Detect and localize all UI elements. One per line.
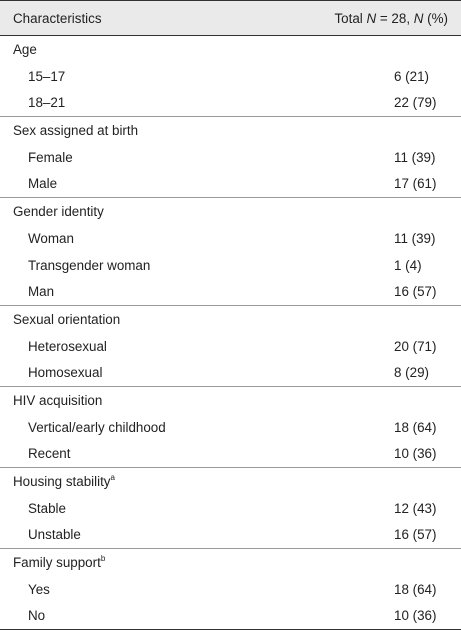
value-cell [231,441,461,468]
row-value: 11 (39) [394,149,436,165]
row-value: 11 (39) [394,230,436,246]
row-label: Recent [28,446,71,462]
row-label-cell [0,333,231,360]
row-value: 8 (29) [394,365,429,381]
category-row [0,198,461,225]
value-cell [231,63,461,90]
header-total-n: N [366,10,377,26]
row-label-cell [0,90,231,117]
row-value: 17 (61) [394,176,437,192]
row-label-cell [0,63,231,90]
table-row [0,225,461,252]
category-label-cell [0,387,231,414]
table-row [0,414,461,441]
table-header [0,1,461,36]
header-row [0,1,461,36]
category-label-cell [0,36,231,63]
table-row [0,171,461,198]
value-cell [231,306,461,333]
row-label: Stable [28,500,66,516]
row-label-cell [0,576,231,603]
value-cell [231,90,461,117]
header-total-n2: N [413,10,424,26]
row-value: 18 (64) [394,419,437,435]
category-row [0,117,461,144]
value-cell [231,603,461,630]
value-cell [231,576,461,603]
row-value: 18 (64) [394,581,437,597]
value-cell [231,495,461,522]
row-label-cell [0,252,231,279]
category-label-cell [0,117,231,144]
value-cell [231,144,461,171]
header-total-mid: = 28, [376,10,414,26]
row-value: 22 (79) [394,95,437,111]
row-value: 12 (43) [394,500,437,516]
category-label: Age [13,41,37,57]
value-cell [231,360,461,387]
value-cell [231,225,461,252]
category-row [0,387,461,414]
table-row [0,495,461,522]
category-label: Housing stability [13,473,111,489]
row-label: Unstable [28,527,81,543]
row-label: No [28,608,46,624]
value-cell [231,36,461,63]
category-label: HIV acquisition [13,392,103,408]
row-label-cell [0,279,231,306]
row-label: Homosexual [28,365,103,381]
row-value: 16 (57) [394,527,437,543]
row-label: Yes [28,581,50,597]
footnote-marker: b [100,553,106,563]
row-value: 6 (21) [394,68,429,84]
category-row [0,549,461,576]
row-label-cell [0,225,231,252]
row-label: Female [28,149,73,165]
row-label: Vertical/early childhood [28,419,166,435]
row-label: Transgender woman [28,257,151,273]
category-label-cell [0,468,231,495]
value-cell [231,252,461,279]
row-label: Man [28,284,55,300]
value-cell [231,198,461,225]
table-row [0,279,461,306]
table-row [0,603,461,630]
value-cell [231,333,461,360]
value-cell [231,387,461,414]
row-value: 20 (71) [394,338,437,354]
header-total-suffix: (%) [423,10,448,26]
category-label-cell [0,549,231,576]
category-row [0,306,461,333]
row-label-cell [0,441,231,468]
table-row [0,576,461,603]
row-label-cell [0,495,231,522]
value-cell [231,414,461,441]
category-label: Sexual orientation [13,311,121,327]
row-label-cell [0,522,231,549]
table-row [0,252,461,279]
row-label: Heterosexual [28,338,107,354]
row-label-cell [0,414,231,441]
category-row [0,36,461,63]
header-total [231,1,461,36]
table-row [0,63,461,90]
category-label-cell [0,198,231,225]
category-label: Family support [13,554,101,570]
table-row [0,360,461,387]
row-label-cell [0,603,231,630]
row-label-cell [0,144,231,171]
row-label: Male [28,176,58,192]
category-label: Gender identity [13,203,104,219]
row-value: 16 (57) [394,284,437,300]
category-row [0,468,461,495]
category-label: Sex assigned at birth [13,122,139,138]
header-total-prefix: Total [334,10,367,26]
row-value: 1 (4) [394,257,422,273]
row-label-cell [0,171,231,198]
value-cell [231,117,461,144]
row-value: 10 (36) [394,446,437,462]
value-cell [231,279,461,306]
table-row [0,333,461,360]
row-label: 15–17 [28,68,66,84]
table-row [0,522,461,549]
footnote-marker: a [110,472,115,482]
value-cell [231,549,461,576]
table-body [0,36,461,630]
table-row [0,90,461,117]
category-label-cell [0,306,231,333]
value-cell [231,468,461,495]
row-label: 18–21 [28,95,66,111]
row-label-cell [0,360,231,387]
value-cell [231,171,461,198]
header-characteristics: Characteristics [0,1,231,36]
value-cell [231,522,461,549]
table-row [0,441,461,468]
row-label: Woman [28,230,74,246]
row-value: 10 (36) [394,608,437,624]
table-row [0,144,461,171]
